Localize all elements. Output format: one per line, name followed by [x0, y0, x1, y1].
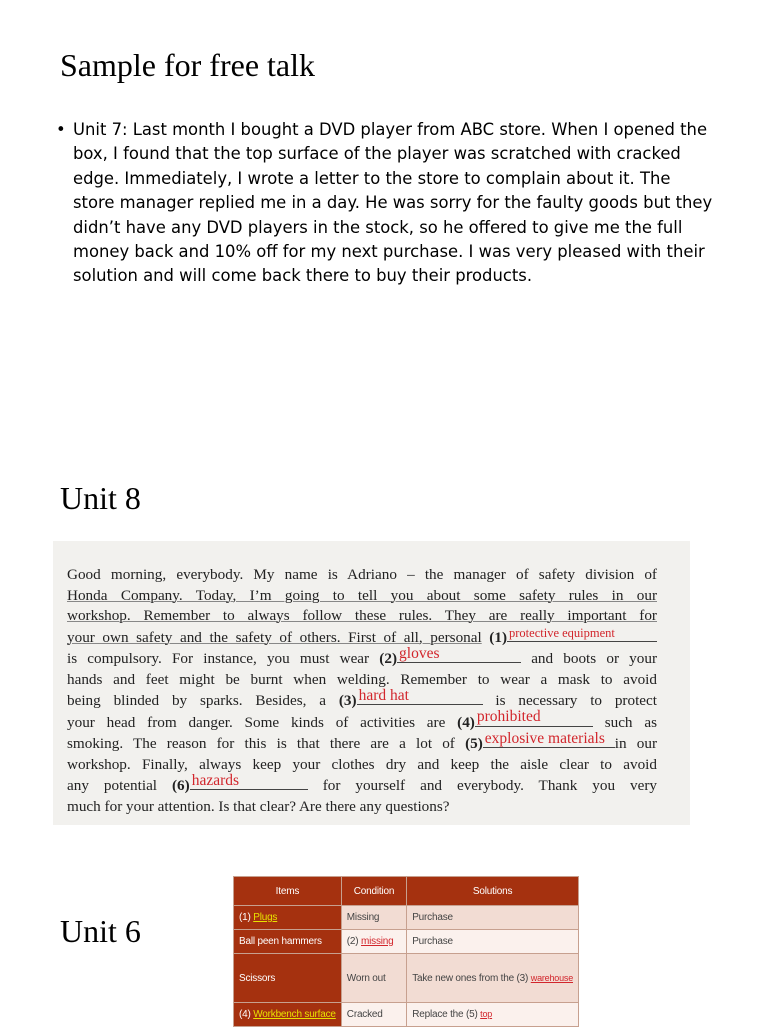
blank-number: (5): [465, 735, 483, 752]
solution-text: Take new ones from the (3): [412, 972, 529, 984]
item-number: (4): [239, 1009, 251, 1020]
passage-text: being blinded by sparks. Besides, a: [67, 692, 327, 709]
passage-line: [67, 771, 658, 797]
unit7-text: Unit 7: Last month I bought a DVD player from ABC store. When I opened the box, I found that the top surface of the player was scratched with cracked edge. Immediately, I wrote a letter to the store to complain about it. The store manager replied me in a day. He was sorry for the faulty goods but they didn’t have any DVD players in the stock, so he offered to give me the full money back and 10% off for my next purchase. I was very pleased with their solution and will come back there to buy their products.: [73, 120, 713, 286]
passage-line: [67, 627, 657, 649]
column-header: Condition: [341, 877, 406, 906]
blank-1: [507, 627, 657, 642]
slide-title-unit6: Unit 6: [60, 913, 141, 949]
answer-4: prohibited: [476, 708, 541, 725]
blank-2: [397, 644, 521, 663]
blank-number: (2): [379, 650, 398, 667]
solution-text: Replace the (5): [412, 1009, 478, 1020]
slide-title-free-talk: Sample for free talk: [60, 47, 315, 83]
item-number: (1): [239, 912, 251, 923]
table-cell-condition: Missing: [341, 906, 406, 930]
slide-title-unit8: Unit 8: [60, 480, 141, 516]
table-row: [234, 930, 579, 954]
table-cell-item: Scissors: [234, 954, 342, 1003]
passage-line: workshop. Remember to always follow these rules. They are really important for: [67, 607, 657, 624]
table-row: [234, 906, 579, 930]
answer-3: hard hat: [358, 686, 409, 704]
answer-5: explosive materials: [484, 729, 605, 747]
answer-1: protective equipment: [509, 626, 615, 640]
passage-text: is compulsory. For instance, you must wear: [67, 650, 370, 667]
passage-line: [67, 644, 658, 670]
column-header: Solutions: [407, 877, 579, 906]
table-cell-item: [234, 906, 342, 930]
passage-line: Honda Company. Today, I’m going to tell you about some safety rules in our: [67, 586, 657, 604]
table-cell-solution: Purchase: [407, 906, 579, 930]
passage-text: your head from danger. Some kinds of activities are: [67, 713, 446, 731]
answer-6: hazards: [191, 771, 240, 789]
bullet-dot-icon: •: [56, 120, 66, 139]
condition-answer: missing: [361, 936, 394, 947]
table-cell-solution: [407, 1003, 579, 1027]
passage-text: any potential: [67, 777, 158, 794]
passage-line: Good morning, everybody. My name is Adriano – the manager of safety division of: [67, 566, 657, 583]
table-row: [234, 1003, 579, 1027]
passage-line: hands and feet might be burnt when welding. Remember to wear a mask to avoid: [67, 670, 657, 688]
blank-5: [483, 729, 615, 748]
solution-answer: warehouse: [530, 972, 573, 983]
blank-number: (3): [338, 692, 357, 709]
answer-2: gloves: [399, 644, 440, 662]
unit8-passage-image: [53, 541, 690, 825]
table-header-row: [234, 877, 579, 906]
solution-answer: top: [480, 1009, 493, 1019]
table-cell-item: Ball peen hammers: [234, 930, 342, 954]
table-cell-item: [234, 1003, 342, 1027]
condition-number: (2): [346, 936, 359, 947]
blank-number: (1): [489, 628, 508, 646]
passage-text: your own safety and the safety of others. First of all, personal: [67, 628, 482, 646]
passage-line: [67, 729, 658, 755]
blank-6: [190, 771, 308, 790]
passage-text: in our: [614, 735, 658, 752]
blank-number: (4): [457, 713, 475, 731]
passage-text: such as: [604, 713, 657, 731]
table-cell-solution: [407, 954, 579, 1003]
table-cell-condition: [341, 930, 406, 954]
passage-text: for yourself and everybody. Thank you very: [322, 777, 658, 794]
item-answer: Plugs: [253, 912, 278, 923]
table-cell-solution: Purchase: [407, 930, 579, 954]
column-header: Items: [234, 877, 342, 906]
passage-text: smoking. The reason for this is that there are a lot of: [67, 735, 455, 752]
passage-line: much for your attention. Is that clear? Are there any questions?: [67, 797, 450, 815]
unit8-passage: [67, 565, 657, 817]
table-row: [234, 954, 579, 1003]
unit6-table: [233, 876, 579, 1027]
passage-text: and boots or your: [531, 650, 658, 667]
unit7-bullet: [56, 118, 716, 289]
blank-number: (6): [172, 777, 190, 794]
passage-line: [67, 686, 658, 712]
blank-3: [357, 686, 483, 705]
table-cell-condition: Worn out: [341, 954, 406, 1003]
blank-4: [475, 708, 593, 727]
passage-text: is necessary to protect: [495, 692, 658, 709]
passage-line: workshop. Finally, always keep your clothes dry and keep the aisle clear to avoid: [67, 755, 657, 773]
table-cell-condition: Cracked: [341, 1003, 406, 1027]
item-answer: Workbench surface: [253, 1009, 336, 1020]
